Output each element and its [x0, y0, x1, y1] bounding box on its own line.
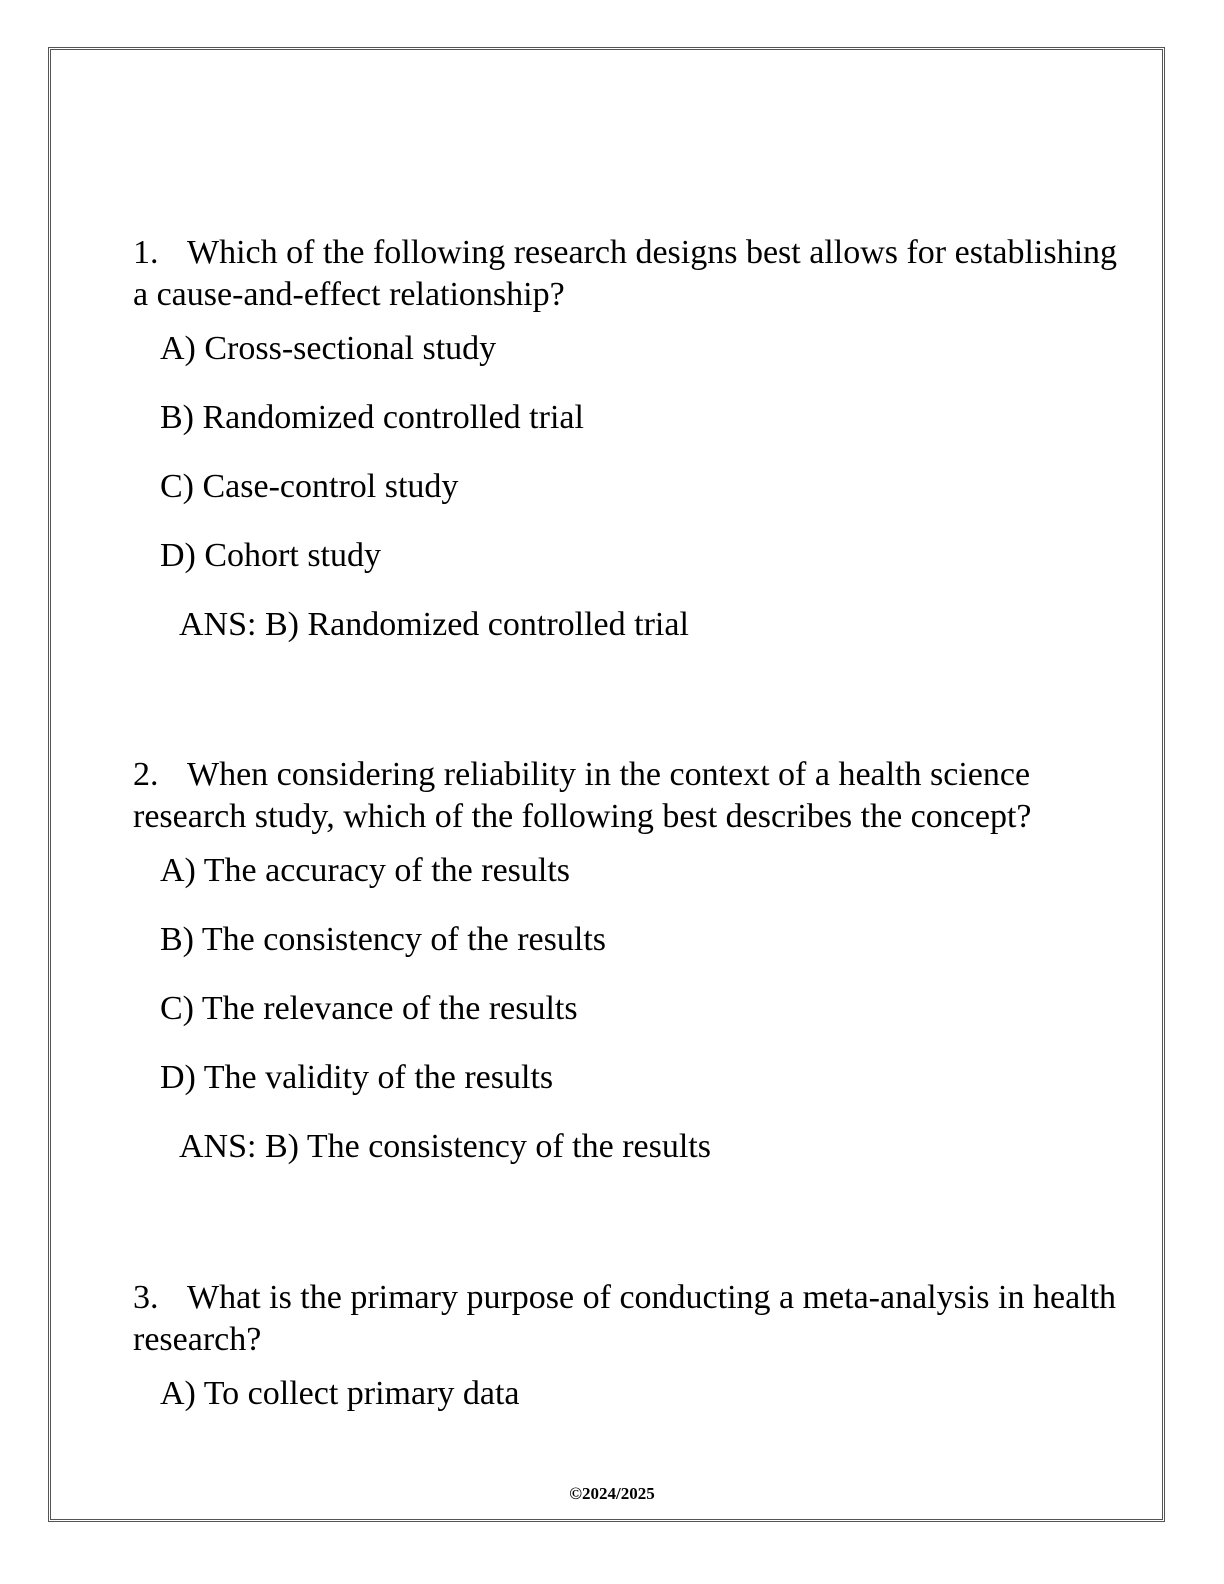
option-a: A) Cross-sectional study	[160, 330, 497, 367]
option-a: A) The accuracy of the results	[160, 852, 571, 889]
question-2	[133, 754, 1123, 1168]
question-text: What is the primary purpose of conducting a meta-analysis in health research?	[133, 1279, 1117, 1358]
option-d: D) The validity of the results	[160, 1059, 554, 1096]
option-b: B) The consistency of the results	[160, 921, 607, 958]
option-list	[133, 1373, 1123, 1415]
question-number: 3.	[133, 1279, 159, 1316]
answer-line: ANS: B) Randomized controlled trial	[179, 606, 689, 643]
question-1	[133, 232, 1123, 646]
question-number: 2.	[133, 756, 159, 793]
question-text: Which of the following research designs best allows for establishing a cause-and-effect relationship?	[133, 234, 1118, 313]
option-d: D) Cohort study	[160, 537, 381, 574]
option-list	[133, 328, 1123, 577]
option-a: A) To collect primary data	[160, 1375, 520, 1412]
question-text: When considering reliability in the context of a health science research study, which of the following best describes the concept?	[133, 756, 1032, 835]
option-b: B) Randomized controlled trial	[160, 399, 584, 436]
option-c: C) The relevance of the results	[160, 990, 578, 1027]
question-3	[133, 1277, 1123, 1442]
answer-line: ANS: B) The consistency of the results	[179, 1128, 711, 1165]
copyright-footer: ©2024/2025	[569, 1484, 655, 1503]
option-list	[133, 850, 1123, 1099]
option-c: C) Case-control study	[160, 468, 459, 505]
question-number: 1.	[133, 234, 159, 271]
